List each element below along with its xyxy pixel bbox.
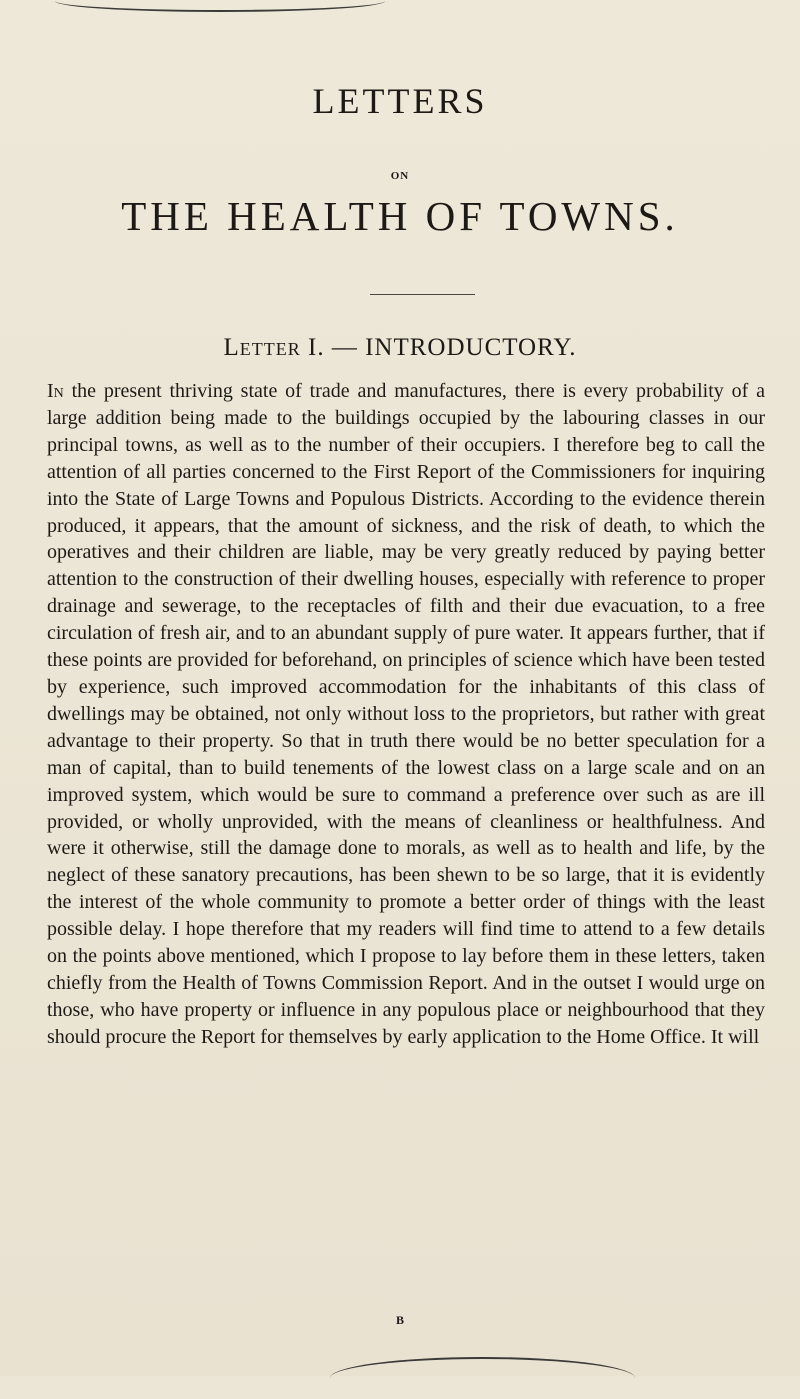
- title-connector: ON: [390, 170, 410, 182]
- letter-topic: INTRODUCTORY.: [365, 334, 577, 361]
- page-edge-top: [55, 0, 385, 12]
- page-subtitle: THE HEALTH OF TOWNS.: [121, 193, 679, 239]
- divider-rule: [370, 294, 475, 295]
- page-title: LETTERS: [312, 81, 488, 121]
- signature-mark: B: [395, 1313, 404, 1327]
- page-edge-bottom: [330, 1357, 635, 1399]
- letter-dash: —: [324, 334, 366, 361]
- paragraph-text: the present thriving state of trade and manufactures, there is every probability of a large addition being made to the buildings occupied by the labouring classes in our principal towns, as well as to the number of their occupiers. I therefore beg to call the attention of all parties concerned to the First Report of the Commissioners for inquiring into the State of Large Towns and Populous Districts. According to the evidence therein produced, it appears, that the amount of sickness, and the risk of death, to which the operatives and their children are liable, may be very greatly reduced by paying better attention to the construction of their dwelling houses, especially with reference to proper drainage and sewerage, to the receptacles of filth and their due evacuation, to a free circulation of fresh air, and to an abundant supply of pure water. It appears further, that if these points are provided for beforehand, on principles of science which have been tested by experience, such improved accommodation for the inhabitants of this class of dwellings may be obtained, not only without loss to the proprietors, but rather with great advantage to their property. So that in truth there would be no better speculation for a man of capital, than to build tenements of the lowest class on a large scale and on an improved system, which would be sure to command a preference over such as are ill provided, or wholly unprovided, with the means of cleanliness or healthfulness. And were it otherwise, still the damage done to morals, as well as to health and life, by the neglect of these sanatory precautions, has been shewn to be so large, that it is evidently the interest of the whole community to promote a better order of things with the least possible delay. I hope therefore that my readers will find time to attend to a few details on the points above mentioned, which I propose to lay before them in these letters, taken chiefly from the Health of Towns Commission Report. And in the outset I would urge on those, who have property or influence in any populous place or neighbourhood that they should procure the Report for themselves by early application to the Home Office. It will: [47, 380, 765, 1048]
- letter-heading: [0, 333, 800, 363]
- initial-word: In: [47, 380, 64, 402]
- letter-label: Letter I.: [223, 334, 325, 361]
- body-paragraph: [47, 378, 765, 1051]
